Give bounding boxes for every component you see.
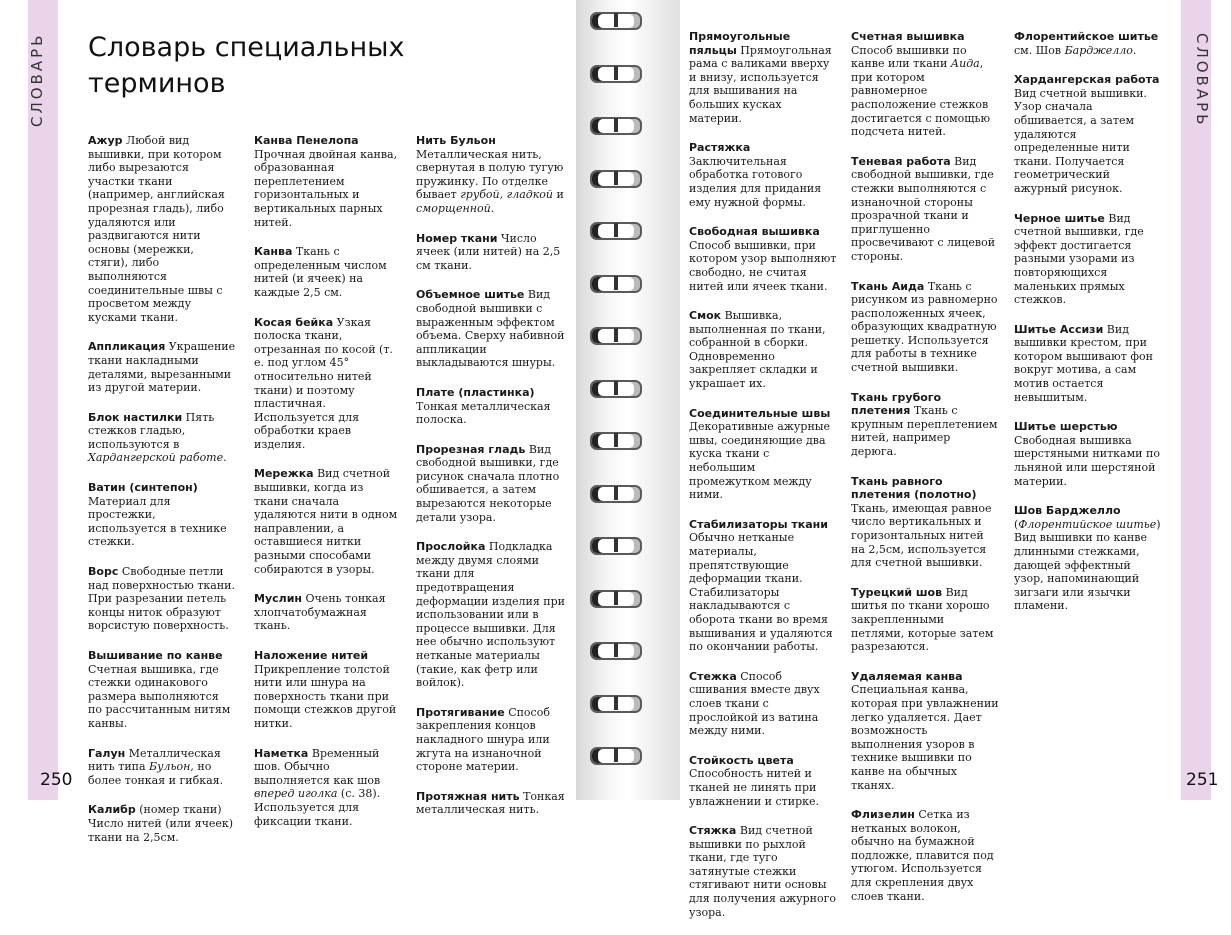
glossary-column-5 — [851, 30, 999, 919]
glossary-term: Прямоугольные пяльцы — [689, 30, 791, 57]
right-side-band — [1181, 0, 1211, 800]
glossary-term: Растяжка — [689, 141, 751, 155]
glossary-entry — [689, 518, 837, 654]
glossary-definition: Вид свободной вышивки с выраженным эффектом объема. Сверху набивной аппликации выкладываются шнуры. — [416, 288, 565, 370]
glossary-definition: Металлическая нить типа — [88, 746, 221, 774]
glossary-definition: ( — [1014, 517, 1019, 531]
glossary-entry — [416, 790, 566, 817]
glossary-term: Стабилизаторы ткани — [689, 517, 828, 531]
glossary-entry — [689, 225, 837, 293]
glossary-entry — [254, 134, 399, 229]
glossary-definition: Материал для простежки, используется в технике стежки. — [88, 494, 227, 549]
glossary-definition: Ткань с определенным числом нитей (и ячеек) на каждые 2,5 см. — [254, 245, 387, 299]
glossary-term: Ватин (синтепон) — [88, 481, 198, 495]
glossary-term: Плате (пластинка) — [416, 385, 535, 399]
glossary-term: Счетная вышивка — [851, 30, 965, 43]
glossary-definition: Вышивка, выполненная по ткани, собранной в сборки. Одновременно закрепляет складки и украшает их. — [689, 309, 826, 391]
glossary-definition: Вид шитья по ткани хорошо закрепленными петлями, которые затем разрезаются. — [851, 585, 994, 654]
glossary-definition: Прямоугольная рама с валиками вверху и внизу, используется для вышивания на больших кусках материи. — [689, 43, 832, 125]
glossary-entry — [1014, 30, 1162, 57]
glossary-definition: Свободные петли над поверхностью ткани. При разрезании петель концы ниток образуют ворсистую поверхность. — [88, 565, 236, 633]
glossary-definition: Узкая полоска ткани, отрезанная по косой (т. е. под углом 45° относительно нитей ткани) и поэтому пластичная. Используется для обработки краев изделия. — [254, 315, 393, 451]
binding-ring — [590, 170, 642, 188]
glossary-column-4 — [689, 30, 837, 935]
glossary-term: Протяжная нить — [416, 789, 520, 803]
glossary-term: Стойкость цвета — [689, 753, 794, 767]
glossary-definition: Вид счетной вышивки, где эффект достигается разными узорами из повторяющихся маленьких прямых стежков. — [1014, 211, 1144, 307]
glossary-entry — [254, 649, 399, 731]
glossary-term: Блок настилки — [88, 410, 183, 424]
right-side-label: СЛОВАРЬ — [1193, 32, 1211, 128]
glossary-definition-end: . — [490, 201, 495, 215]
glossary-term: Номер ткани — [416, 231, 498, 245]
glossary-definition: Любой вид вышивки, при котором либо вырезаются участки ткани (например, английская прорезная гладь), либо удаляются или раздвигаются нити основы (мережки, стяги), либо выполняются соединительные швы с просветом между кусками ткани. — [88, 134, 225, 324]
glossary-term: Флорентийское шитье — [1014, 30, 1159, 43]
glossary-entry — [851, 30, 999, 139]
glossary-entry — [851, 670, 999, 792]
glossary-definition: Число ячеек (или нитей) на 2,5 см ткани. — [416, 231, 561, 272]
glossary-entry — [254, 592, 399, 633]
glossary-definition: Вид счетной вышивки, когда из ткани сначала удаляются нити в одном направлении, а оставшиеся нитки разными способами собираются в узоры. — [254, 467, 398, 576]
glossary-definition: Вид счетной вышивки. Узор сначала обшивается, а затем удаляются определенные нити ткани. Получается геометрический ажурный рисунок. — [1014, 86, 1147, 195]
glossary-definition: Тонкая металлическая полоска. — [416, 399, 551, 427]
glossary-definition-emphasis: вперед иголка — [254, 787, 338, 801]
glossary-definition: Свободная вышивка шерстяными нитками по льняной или шерстяной материи. — [1014, 433, 1160, 488]
glossary-term: Турецкий шов — [851, 585, 943, 599]
glossary-term: Свободная вышивка — [689, 225, 820, 239]
glossary-term: Стежка — [689, 669, 737, 683]
glossary-definition: Сетка из нетканых волокон, обычно на бумажной подложке, плавится под утюгом. Используется для скрепления двух слоев ткани. — [851, 808, 994, 903]
glossary-definition: Специальная канва, которая при увлажнении легко удаляется. Дает возможность выполнения узоров в технике вышивки по канве на обычных тканях. — [851, 683, 999, 792]
glossary-entry — [88, 747, 236, 788]
glossary-entry — [254, 245, 399, 299]
glossary-term: Смок — [689, 309, 722, 323]
glossary-definition-end: , но более тонкая и гибкая. — [88, 760, 224, 787]
binding-ring — [590, 747, 642, 765]
glossary-term: Флизелин — [851, 808, 915, 822]
glossary-term: Канва Пенелопа — [254, 134, 359, 147]
glossary-entry — [851, 155, 999, 264]
glossary-entry — [689, 407, 837, 502]
glossary-term: Прослойка — [416, 540, 486, 554]
glossary-definition: Заключительная обработка готового изделия для придания ему нужной формы. — [689, 154, 822, 209]
glossary-definition: Ткань с крупным переплетением нитей, например дерюга. — [851, 404, 998, 459]
glossary-definition-emphasis: Хардангерской работе — [88, 451, 224, 465]
glossary-term: Вышивание по канве — [88, 649, 223, 662]
glossary-entry — [88, 411, 236, 465]
glossary-entry — [1014, 504, 1162, 613]
glossary-term: Шитье шерстью — [1014, 420, 1118, 434]
glossary-entry — [1014, 212, 1162, 307]
glossary-definition: Ткань, имеющая равное число вертикальных и горизонтальных нитей на 2,5см, используется для счетной вышивки. — [851, 501, 992, 570]
glossary-entry — [689, 824, 837, 919]
glossary-entry — [88, 481, 236, 549]
glossary-entry — [689, 670, 837, 738]
binding-ring — [590, 485, 642, 503]
glossary-term: Стяжка — [689, 824, 737, 838]
glossary-term: Наложение нитей — [254, 649, 369, 662]
glossary-definition-emphasis: Бульон — [149, 760, 191, 774]
glossary-definition: Счетная вышивка, где стежки одинакового размера выполняются по рассчитанным нитям канвы. — [88, 662, 231, 730]
glossary-entry — [851, 586, 999, 654]
glossary-definition: Прикрепление толстой нити или шнура на поверхность ткани при помощи стежков другой нитки. — [254, 662, 397, 730]
glossary-definition: (номер ткани) Число нитей (или ячеек) ткани на 2,5см. — [88, 803, 234, 844]
binding-ring — [590, 432, 642, 450]
glossary-definition: см. Шов — [1014, 43, 1065, 57]
glossary-column-3 — [416, 134, 566, 833]
glossary-definition: Металлическая нить, свернутая в полую тугую пружинку. По отделке бывает — [416, 147, 564, 202]
glossary-entry — [416, 288, 566, 370]
binding-ring — [590, 537, 642, 555]
glossary-column-1 — [88, 134, 236, 860]
glossary-term: Шов Барджелло — [1014, 504, 1121, 518]
glossary-definition-emphasis: Флорентийское шитье — [1018, 517, 1157, 531]
page-number-right: 251 — [1186, 770, 1219, 790]
glossary-term: Теневая работа — [851, 154, 951, 168]
glossary-definition-emphasis: сморщенной — [416, 201, 491, 215]
glossary-definition: Вид свободной вышивки, где стежки выполняются с изнаночной стороны прозрачной ткани и приглушенно просвечивают с лицевой стороны. — [851, 154, 996, 263]
left-side-label: СЛОВАРЬ — [28, 32, 46, 128]
binding-ring — [590, 380, 642, 398]
glossary-term: Удаляемая канва — [851, 669, 963, 683]
glossary-definition: Подкладка между двумя слоями ткани для предотвращения деформации изделия при использовании или в процессе вышивки. Для нее обычно используют нетканые материалы (такие, как фетр или войлок). — [416, 540, 565, 690]
title-line-2: терминов — [88, 68, 226, 99]
binding-ring — [590, 327, 642, 345]
glossary-definition: Пять стежков гладью, используются в — [88, 410, 215, 451]
glossary-definition: Обычно нетканые материалы, препятствующие деформации ткани. Стабилизаторы накладываются с оборота ткани во время вышивания и удаляются по окончании работы. — [689, 531, 833, 654]
glossary-definition: Украшение ткани накладными деталями, вырезанными из другой материи. — [88, 340, 236, 395]
glossary-definition-emphasis: Барджелло — [1064, 43, 1133, 57]
glossary-term: Шитье Ассизи — [1014, 322, 1104, 336]
glossary-entry — [851, 391, 999, 459]
glossary-definition-emphasis: Аида — [950, 57, 980, 71]
glossary-term: Ажур — [88, 134, 123, 147]
binding-ring — [590, 222, 642, 240]
glossary-entry — [1014, 420, 1162, 488]
glossary-definition: Вид свободной вышивки, где рисунок сначала плотно обшивается, а затем вырезаются некоторые детали узора. — [416, 442, 560, 524]
glossary-definition: Способ вышивки, при котором узор выполняют свободно, не считая нитей или ячеек ткани. — [689, 238, 837, 293]
spiral-binding — [576, 0, 680, 800]
binding-ring — [590, 65, 642, 83]
glossary-definition: Ткань с рисунком из равномерно расположенных ячеек, образующих квадратную решетку. Используется для работы в технике счетной вышивки. — [851, 279, 998, 375]
glossary-definition: Очень тонкая хлопчатобумажная ткань. — [254, 592, 386, 633]
glossary-entry — [88, 340, 236, 394]
glossary-definition-end: и — [553, 188, 564, 202]
binding-ring — [590, 590, 642, 608]
glossary-term: Черное шитье — [1014, 211, 1105, 225]
glossary-entry — [689, 141, 837, 209]
glossary-entry — [254, 747, 399, 829]
glossary-entry — [88, 649, 236, 731]
left-side-band — [28, 0, 58, 800]
glossary-entry — [851, 808, 999, 903]
glossary-definition: Способность нитей и тканей не линять при увлажнении и стирке. — [689, 767, 819, 808]
glossary-term: Соединительные швы — [689, 406, 831, 420]
glossary-term: Нить Бульон — [416, 134, 496, 147]
glossary-definition: Тонкая металлическая нить. — [416, 789, 565, 817]
binding-ring — [590, 12, 642, 30]
binding-ring — [590, 117, 642, 135]
glossary-term: Объемное шитье — [416, 288, 525, 302]
glossary-entry — [88, 803, 236, 844]
glossary-term: Прорезная гладь — [416, 442, 526, 456]
glossary-column-6 — [1014, 30, 1162, 629]
glossary-term: Галун — [88, 746, 126, 760]
glossary-definition-end: . — [1132, 43, 1137, 57]
binding-ring — [590, 642, 642, 660]
glossary-definition: Способ закрепления концов накладного шнура или жгута на изнаночной стороне материи. — [416, 705, 550, 774]
glossary-definition-end: (с. 38). Используется для фиксации ткани. — [254, 787, 381, 828]
glossary-term: Калибр — [88, 803, 136, 817]
glossary-entry — [88, 134, 236, 324]
glossary-entry — [689, 30, 837, 125]
glossary-term: Ткань Аида — [851, 279, 925, 293]
glossary-term: Аппликация — [88, 340, 166, 354]
page-title — [88, 30, 488, 102]
glossary-entry — [689, 309, 837, 391]
glossary-definition: Способ вышивки по канве или ткани — [851, 43, 967, 71]
glossary-entry — [416, 540, 566, 690]
glossary-definition: Вид вышивки крестом, при котором вышивают фон вокруг мотива, а сам мотив остается невышитым. — [1014, 322, 1153, 404]
glossary-entry — [1014, 73, 1162, 195]
glossary-term: Муслин — [254, 592, 303, 606]
binding-ring — [590, 275, 642, 293]
glossary-term: Мережка — [254, 467, 314, 481]
title-line-1: Словарь специальных — [88, 32, 405, 63]
glossary-term: Ткань равного плетения (полотно) — [851, 474, 977, 502]
glossary-definition: Временный шов. Обычно выполняется как шов — [254, 746, 381, 787]
glossary-definition-end: . — [223, 451, 227, 465]
glossary-definition-emphasis: грубой, гладкой — [460, 188, 553, 202]
glossary-entry — [851, 280, 999, 375]
glossary-entry — [416, 706, 566, 774]
glossary-definition-end: ) Вид вышивки по канве длинными стежками, дающей эффектный узор, напоминающий зигзаги или язычки пламени. — [1014, 517, 1161, 613]
glossary-entry — [416, 134, 566, 216]
glossary-definition: Вид счетной вышивки по рыхлой ткани, где туго затянутые стежки стягивают нити основы для получения ажурного узора. — [689, 824, 837, 919]
glossary-definition: Способ сшивания вместе двух слоев ткани с прослойкой из ватина между ними. — [689, 669, 820, 738]
glossary-entry — [851, 475, 999, 570]
glossary-entry — [416, 443, 566, 525]
glossary-entry — [254, 316, 399, 452]
glossary-entry — [416, 232, 566, 273]
glossary-definition-end: , при котором равномерное расположение стежков достигается с помощью подсчета нитей. — [851, 57, 991, 139]
glossary-definition: Декоративные ажурные швы, соединяющие два куска ткани с небольшим промежутком между ними. — [689, 420, 831, 502]
glossary-term: Косая бейка — [254, 315, 334, 329]
glossary-term: Протягивание — [416, 705, 505, 719]
glossary-entry — [88, 565, 236, 633]
binding-ring — [590, 695, 642, 713]
glossary-term: Канва — [254, 245, 293, 259]
glossary-term: Хардангерская работа — [1014, 73, 1160, 87]
glossary-definition: Прочная двойная канва, образованная переплетением горизонтальных и вертикальных парных нитей. — [254, 147, 398, 229]
glossary-term: Ткань грубого плетения — [851, 390, 942, 418]
glossary-term: Ворс — [88, 565, 119, 579]
glossary-term: Наметка — [254, 746, 309, 760]
glossary-column-2 — [254, 134, 399, 844]
glossary-entry — [416, 386, 566, 427]
glossary-entry — [1014, 323, 1162, 405]
glossary-entry — [254, 467, 399, 576]
page-number-left: 250 — [40, 770, 73, 790]
